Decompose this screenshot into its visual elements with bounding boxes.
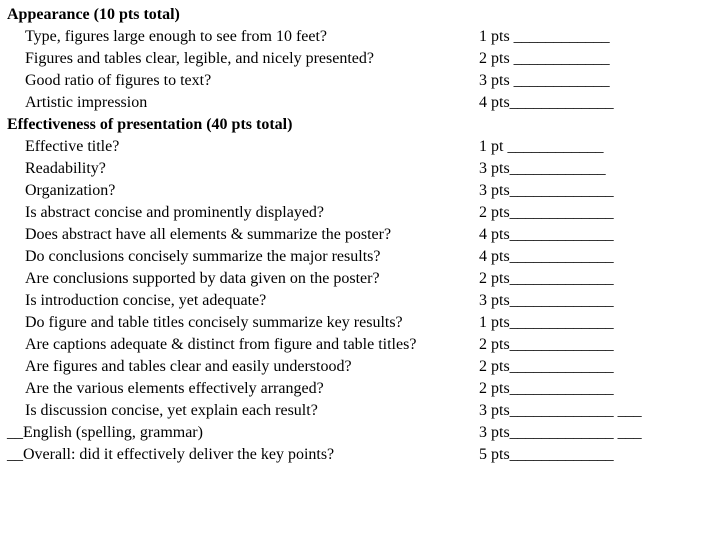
rubric-question: Is discussion concise, yet explain each result? <box>25 402 318 419</box>
rubric-row <box>0 268 720 290</box>
rubric-question: Readability? <box>25 160 106 177</box>
rubric-row <box>0 312 720 334</box>
rubric-points-blank: 2 pts_____________ <box>479 336 614 353</box>
rubric-points-blank: 1 pt ____________ <box>479 138 604 155</box>
rubric-row <box>0 224 720 246</box>
rubric-row <box>0 136 720 158</box>
rubric-points-blank: 1 pts ____________ <box>479 28 610 45</box>
rubric-points-blank: 3 pts ____________ <box>479 72 610 89</box>
rubric-question: Good ratio of figures to text? <box>25 72 212 89</box>
rubric-question: Is abstract concise and prominently displayed? <box>25 204 325 221</box>
rubric-row <box>0 92 720 114</box>
rubric-row <box>0 378 720 400</box>
rubric-points-blank: 2 pts_____________ <box>479 270 614 287</box>
rubric-points-blank: 3 pts_____________ <box>479 182 614 199</box>
rubric-question: Figures and tables clear, legible, and nicely presented? <box>25 50 374 67</box>
rubric-question: Do conclusions concisely summarize the major results? <box>25 248 381 265</box>
rubric-question: Are conclusions supported by data given on the poster? <box>25 270 380 287</box>
rubric-question: Type, figures large enough to see from 10 feet? <box>25 28 328 45</box>
rubric-points-blank: 4 pts_____________ <box>479 94 614 111</box>
rubric-question: Does abstract have all elements & summarize the poster? <box>25 226 392 243</box>
rubric-points-blank: 4 pts_____________ <box>479 248 614 265</box>
rubric-row <box>0 158 720 180</box>
rubric-row <box>0 48 720 70</box>
section-heading-effectiveness: Effectiveness of presentation (40 pts total) <box>7 116 293 133</box>
rubric-row <box>0 26 720 48</box>
rubric-row <box>0 202 720 224</box>
rubric-points-blank: 5 pts_____________ <box>479 446 614 463</box>
rubric-points-blank: 3 pts_____________ ___ <box>479 424 642 441</box>
rubric-question: Are figures and tables clear and easily understood? <box>25 358 352 375</box>
rubric-row <box>0 180 720 202</box>
rubric-points-blank: 2 pts ____________ <box>479 50 610 67</box>
rubric-question: __Overall: did it effectively deliver the key points? <box>7 446 335 463</box>
rubric-question: Are captions adequate & distinct from figure and table titles? <box>25 336 417 353</box>
rubric-points-blank: 1 pts_____________ <box>479 314 614 331</box>
rubric-question: Organization? <box>25 182 116 199</box>
rubric-row <box>0 422 720 444</box>
rubric-row <box>0 246 720 268</box>
rubric-question: Are the various elements effectively arranged? <box>25 380 324 397</box>
rubric-row <box>0 290 720 312</box>
rubric-row <box>0 444 720 466</box>
section-heading-appearance: Appearance (10 pts total) <box>7 6 180 23</box>
rubric-question: Artistic impression <box>25 94 148 111</box>
rubric-points-blank: 2 pts_____________ <box>479 358 614 375</box>
rubric-question: Do figure and table titles concisely summarize key results? <box>25 314 403 331</box>
rubric-row <box>0 356 720 378</box>
rubric-points-blank: 3 pts_____________ <box>479 292 614 309</box>
rubric-question: Effective title? <box>25 138 120 155</box>
rubric-points-blank: 4 pts_____________ <box>479 226 614 243</box>
rubric-row <box>0 400 720 422</box>
rubric-points-blank: 2 pts_____________ <box>479 204 614 221</box>
rubric-points-blank: 3 pts____________ <box>479 160 606 177</box>
rubric-row <box>0 70 720 92</box>
rubric-points-blank: 3 pts_____________ ___ <box>479 402 642 419</box>
rubric-question: __English (spelling, grammar) <box>7 424 203 441</box>
rubric-row <box>0 334 720 356</box>
rubric-points-blank: 2 pts_____________ <box>479 380 614 397</box>
rubric-question: Is introduction concise, yet adequate? <box>25 292 267 309</box>
